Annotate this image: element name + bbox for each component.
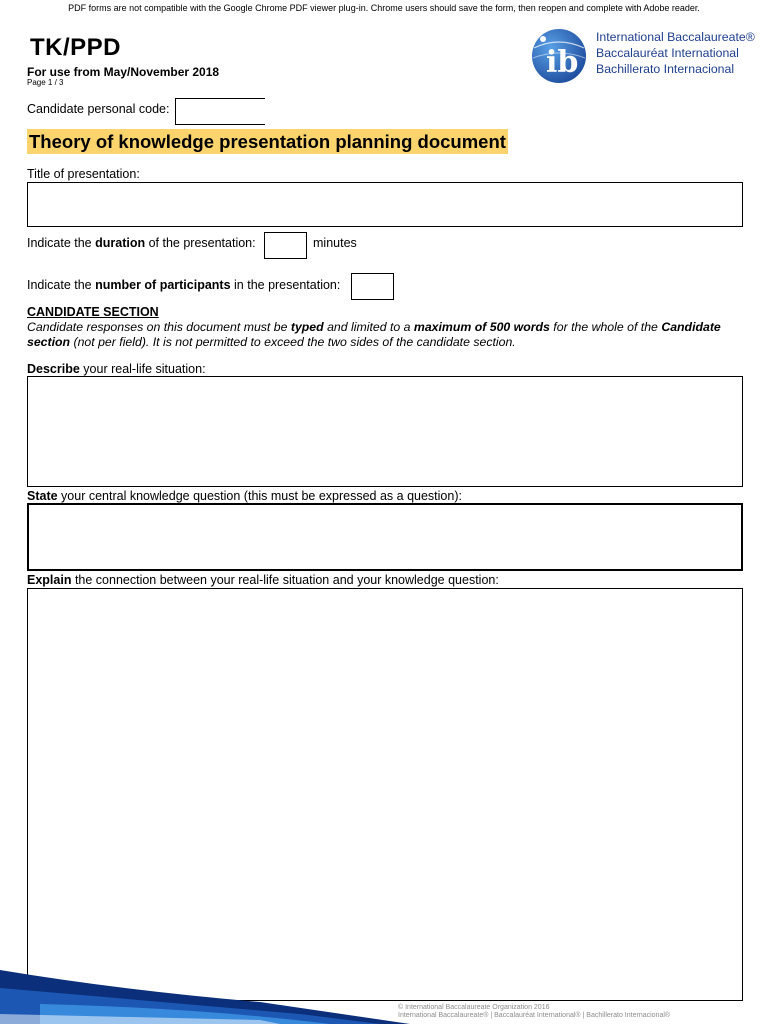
duration-label-bold: duration (95, 236, 146, 250)
page-number: Page 1 / 3 (27, 78, 64, 87)
duration-unit: minutes (313, 236, 357, 250)
duration-input[interactable] (264, 232, 307, 259)
footer-line-1: © International Baccalaureate Organization 2016 (398, 1004, 550, 1011)
document-title: Theory of knowledge presentation planning document (29, 131, 506, 152)
participants-label-pre: Indicate the (27, 278, 96, 292)
instr-bold-typed: typed (290, 320, 324, 334)
describe-label-rest: your real-life situation: (79, 362, 206, 376)
duration-label (27, 236, 256, 250)
explain-label (27, 573, 499, 587)
footer-decoration (0, 930, 410, 1024)
logo-line-2: Baccalauréat International (596, 46, 739, 60)
footer-line-2: International Baccalaureate® | Baccalauréat International® | Bachillerato Internacional® (398, 1012, 671, 1019)
describe-textarea[interactable] (27, 376, 743, 487)
ib-logo (529, 28, 759, 84)
logo-line-3: Bachillerato Internacional (596, 62, 735, 76)
explain-label-rest: the connection between your real-life situation and your knowledge question: (71, 573, 499, 587)
candidate-section-heading: CANDIDATE SECTION (27, 305, 159, 319)
logo-line-1: International Baccalaureate® (596, 30, 755, 44)
instr-part-3: for the whole of the (549, 320, 662, 334)
explain-label-bold: Explain (27, 573, 72, 587)
title-field-label: Title of presentation: (27, 167, 140, 181)
state-label (27, 489, 462, 503)
instr-part-2: and limited to a (323, 320, 414, 334)
candidate-code-input[interactable] (175, 98, 265, 125)
duration-label-post: of the presentation: (145, 236, 256, 250)
candidate-section-instructions (27, 320, 727, 349)
copyright-footer (398, 1004, 670, 1020)
instr-bold-max-words: maximum of 500 words (413, 320, 550, 334)
presentation-title-input[interactable] (27, 182, 743, 227)
ib-globe-icon (529, 28, 589, 84)
use-from-date: For use from May/November 2018 (27, 65, 220, 79)
form-code: TK/PPD (30, 34, 122, 61)
instr-part-4: (not per field). It is not permitted to exceed the two sides of the candidate section. (70, 334, 516, 349)
participants-label (27, 278, 340, 292)
logo-mark: ib (546, 45, 579, 80)
describe-label-bold: Describe (27, 362, 80, 376)
participants-label-bold: number of participants (95, 278, 231, 292)
candidate-code-label: Candidate personal code: (27, 102, 170, 116)
participants-input[interactable] (351, 273, 394, 300)
state-label-rest: your central knowledge question (this must be expressed as a question): (57, 489, 462, 503)
instr-bold-candidate-section: Candidate section (27, 320, 721, 349)
pdf-compatibility-notice: PDF forms are not compatible with the Google Chrome PDF viewer plug-in. Chrome users should save the form, then reopen and complete with Adobe reader. (68, 3, 700, 13)
state-label-bold: State (27, 489, 58, 503)
duration-label-pre: Indicate the (27, 236, 96, 250)
state-textarea[interactable] (27, 503, 743, 571)
describe-label (27, 362, 206, 376)
logo-text (596, 29, 755, 77)
participants-label-post: in the presentation: (230, 278, 341, 292)
instr-part-1: Candidate responses on this document must be (27, 320, 291, 334)
